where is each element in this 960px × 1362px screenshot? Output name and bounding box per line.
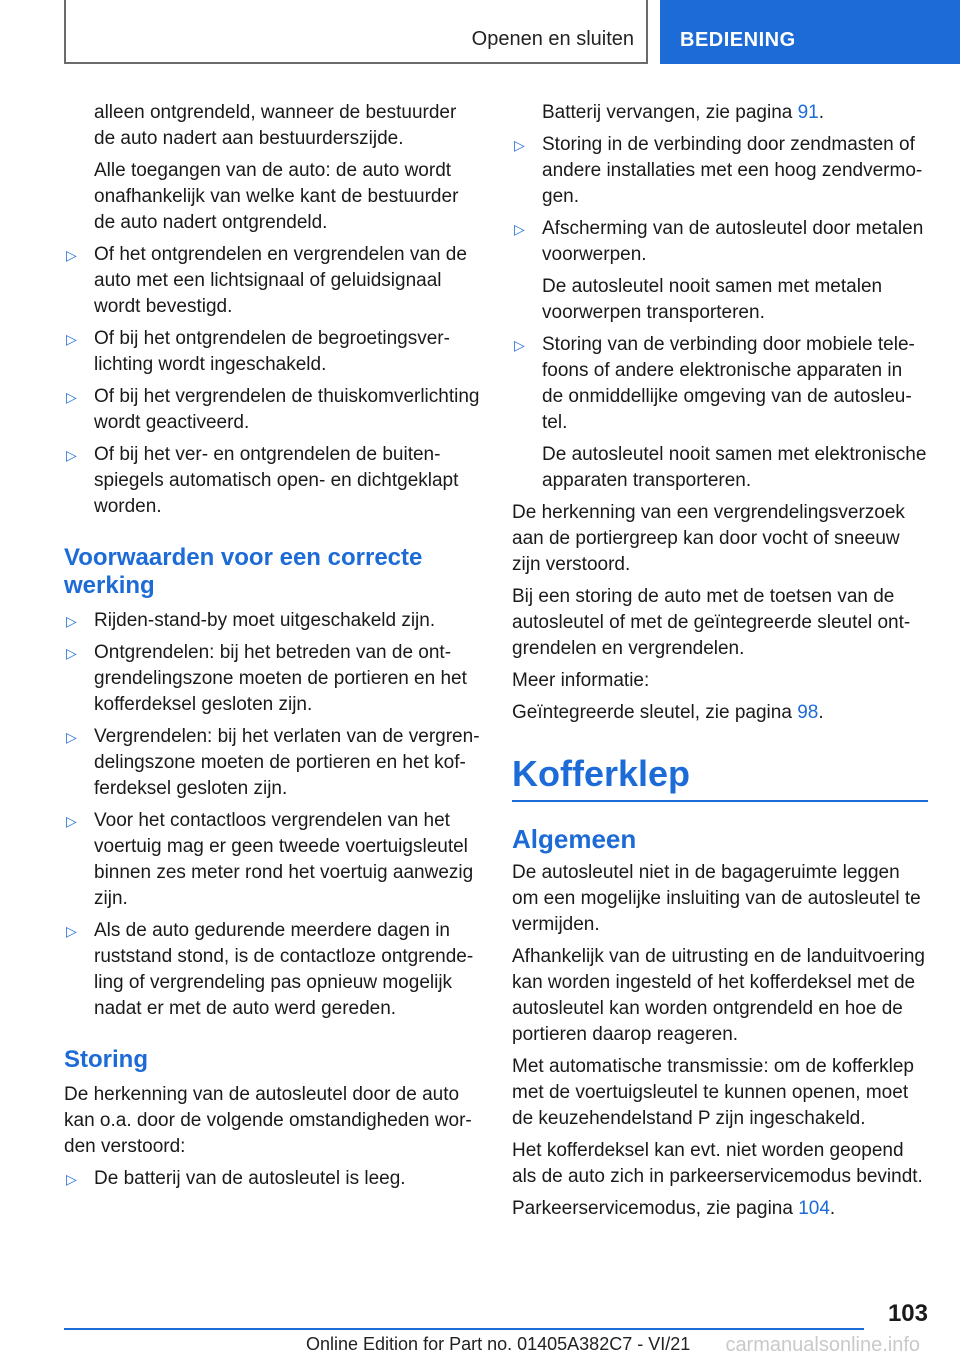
list-item bbox=[512, 132, 928, 210]
triangle-right-outline-icon: ▷ bbox=[66, 1171, 77, 1187]
list-item-text: Of bij het ontgrendelen de begroetingsverlichting wordt ingeschakeld. bbox=[94, 328, 450, 375]
header-chapter-box bbox=[64, 0, 648, 64]
page-number: 103 bbox=[887, 1300, 928, 1327]
list-item-text: Storing van de verbinding door mobiele telefoons of andere elektronische apparaten in de onmiddellijke omgeving van de autosleutel. bbox=[542, 334, 915, 433]
left-column bbox=[64, 100, 480, 1198]
paragraph: De herkenning van een vergrendelingsverzoek aan de portiergreep kan door vocht of sneeuw zijn verstoord. bbox=[512, 502, 905, 575]
list-item-text: Afscherming van de autosleutel door metalen voorwerpen. bbox=[542, 218, 924, 265]
triangle-right-outline-icon: ▷ bbox=[66, 447, 77, 463]
paragraph: De herkenning van de autosleutel door de auto kan o.a. door de volgende omstandigheden worden verstoord: bbox=[64, 1084, 472, 1157]
list-item-subtext: De autosleutel nooit samen met elektronische apparaten transporteren. bbox=[542, 444, 927, 491]
page-link-parking-mode[interactable]: 104 bbox=[798, 1198, 830, 1219]
ref-text: Parkeerservicemodus, zie pagina bbox=[512, 1198, 793, 1219]
heading-conditions: Voorwaarden voor een correcte werking bbox=[64, 544, 423, 599]
section-title: BEDIENING bbox=[680, 29, 796, 51]
paragraph-battery-ref: Batterij vervangen, zie pagina 91. bbox=[542, 102, 825, 123]
list-item bbox=[64, 808, 480, 912]
list-item bbox=[64, 724, 480, 802]
triangle-right-outline-icon: ▷ bbox=[66, 247, 77, 263]
paragraph: De autosleutel niet in de bagageruimte leggen om een mogelijke insluiting van de autosleutel te vermijden. bbox=[512, 862, 921, 935]
triangle-right-outline-icon: ▷ bbox=[66, 923, 77, 939]
footer-edition: Online Edition for Part no. 01405A382C7 - VI/21 bbox=[306, 1334, 691, 1354]
triangle-right-outline-icon: ▷ bbox=[66, 645, 77, 661]
heading-fault: Storing bbox=[64, 1046, 148, 1073]
list-item-text: Of bij het vergrendelen de thuiskomverlichting wordt geactiveerd. bbox=[94, 386, 480, 433]
list-item bbox=[64, 1166, 480, 1192]
list-item bbox=[64, 442, 480, 520]
list-item bbox=[64, 608, 480, 634]
paragraph: alleen ontgrendeld, wanneer de bestuurder de auto nadert aan bestuurderszijde. bbox=[94, 102, 457, 149]
triangle-right-outline-icon: ▷ bbox=[514, 221, 525, 237]
list-item-text: Vergrendelen: bij het verlaten van de vergrendelingszone moeten de portieren en het kofferdeksel gesloten zijn. bbox=[94, 726, 480, 799]
triangle-right-outline-icon: ▷ bbox=[66, 729, 77, 745]
list-item-text: Storing in de verbinding door zendmasten of andere installaties met een hoog zendvermogen. bbox=[542, 134, 923, 207]
list-item-text: Ontgrendelen: bij het betreden van de ontgrendelingszone moeten de portieren en het kofferdeksel gesloten zijn. bbox=[94, 642, 467, 715]
watermark: carmanualsonline.info bbox=[725, 1334, 920, 1356]
list-item-text: Als de auto gedurende meerdere dagen in ruststand stond, is de contactloze ontgrendeling of vergrendeling pas opnieuw mogelijk nadat er met de auto werd gereden. bbox=[94, 920, 474, 1019]
paragraph: Meer informatie: bbox=[512, 670, 650, 691]
triangle-right-outline-icon: ▷ bbox=[66, 613, 77, 629]
triangle-right-outline-icon: ▷ bbox=[514, 137, 525, 153]
paragraph-integrated-ref: Geïntegreerde sleutel, zie pagina 98. bbox=[512, 702, 824, 723]
list-item-text: Of bij het ver- en ontgrendelen de buitenspiegels automatisch open- en dichtgeklapt worden. bbox=[94, 444, 459, 517]
list-item-text: De batterij van de autosleutel is leeg. bbox=[94, 1168, 406, 1189]
heading-trunk: Kofferklep bbox=[512, 752, 928, 802]
list-item bbox=[64, 640, 480, 718]
ref-text: Geïntegreerde sleutel, zie pagina bbox=[512, 702, 792, 723]
list-item bbox=[512, 332, 928, 494]
triangle-right-outline-icon: ▷ bbox=[66, 813, 77, 829]
paragraph: Alle toegangen van de auto: de auto wordt onafhankelijk van welke kant de bestuurder de auto nadert ontgrendeld. bbox=[94, 160, 459, 233]
list-item bbox=[64, 242, 480, 320]
list-item-text: Of het ontgrendelen en vergrendelen van de auto met een lichtsignaal of geluidsignaal wordt bevestigd. bbox=[94, 244, 467, 317]
list-item-text: Rijden-stand-by moet uitgeschakeld zijn. bbox=[94, 610, 436, 631]
footer-divider bbox=[64, 1328, 864, 1330]
triangle-right-outline-icon: ▷ bbox=[514, 337, 525, 353]
list-item bbox=[512, 216, 928, 326]
triangle-right-outline-icon: ▷ bbox=[66, 389, 77, 405]
list-item-subtext: De autosleutel nooit samen met metalen voorwerpen transporteren. bbox=[542, 276, 883, 323]
header-section-box bbox=[660, 0, 960, 64]
list-item-text: Voor het contactloos vergrendelen van het voertuig mag er geen tweede voertuigsleutel binnen zes meter rond het voertuig aanwezig zijn. bbox=[94, 810, 474, 909]
page-link-integrated-key[interactable]: 98 bbox=[797, 702, 819, 723]
triangle-right-outline-icon: ▷ bbox=[66, 331, 77, 347]
paragraph: Het kofferdeksel kan evt. niet worden geopend als de auto zich in parkeerservicemodus bevindt. bbox=[512, 1140, 923, 1187]
paragraph: Met automatische transmissie: om de kofferklep met de voertuigsleutel te kunnen openen, moet de keuzehendelstand P zijn ingeschakeld. bbox=[512, 1056, 914, 1129]
paragraph-parking-ref: Parkeerservicemodus, zie pagina 104. bbox=[512, 1198, 836, 1219]
page-link-battery[interactable]: 91 bbox=[797, 102, 819, 123]
chapter-title: Openen en sluiten bbox=[471, 28, 634, 50]
paragraph: Bij een storing de auto met de toetsen van de autosleutel of met de geïntegreerde sleutel ontgrendelen en vergrendelen. bbox=[512, 586, 911, 659]
list-item bbox=[64, 384, 480, 436]
list-item bbox=[64, 918, 480, 1022]
ref-text: Batterij vervangen, zie pagina bbox=[542, 102, 793, 123]
list-item bbox=[64, 326, 480, 378]
paragraph: Afhankelijk van de uitrusting en de landuitvoering kan worden ingesteld of het kofferdeksel met de autosleutel kan worden ontgrendeld en hoe de portieren daarop reageren. bbox=[512, 946, 925, 1045]
heading-general: Algemeen bbox=[512, 824, 637, 854]
right-column bbox=[512, 100, 928, 1228]
